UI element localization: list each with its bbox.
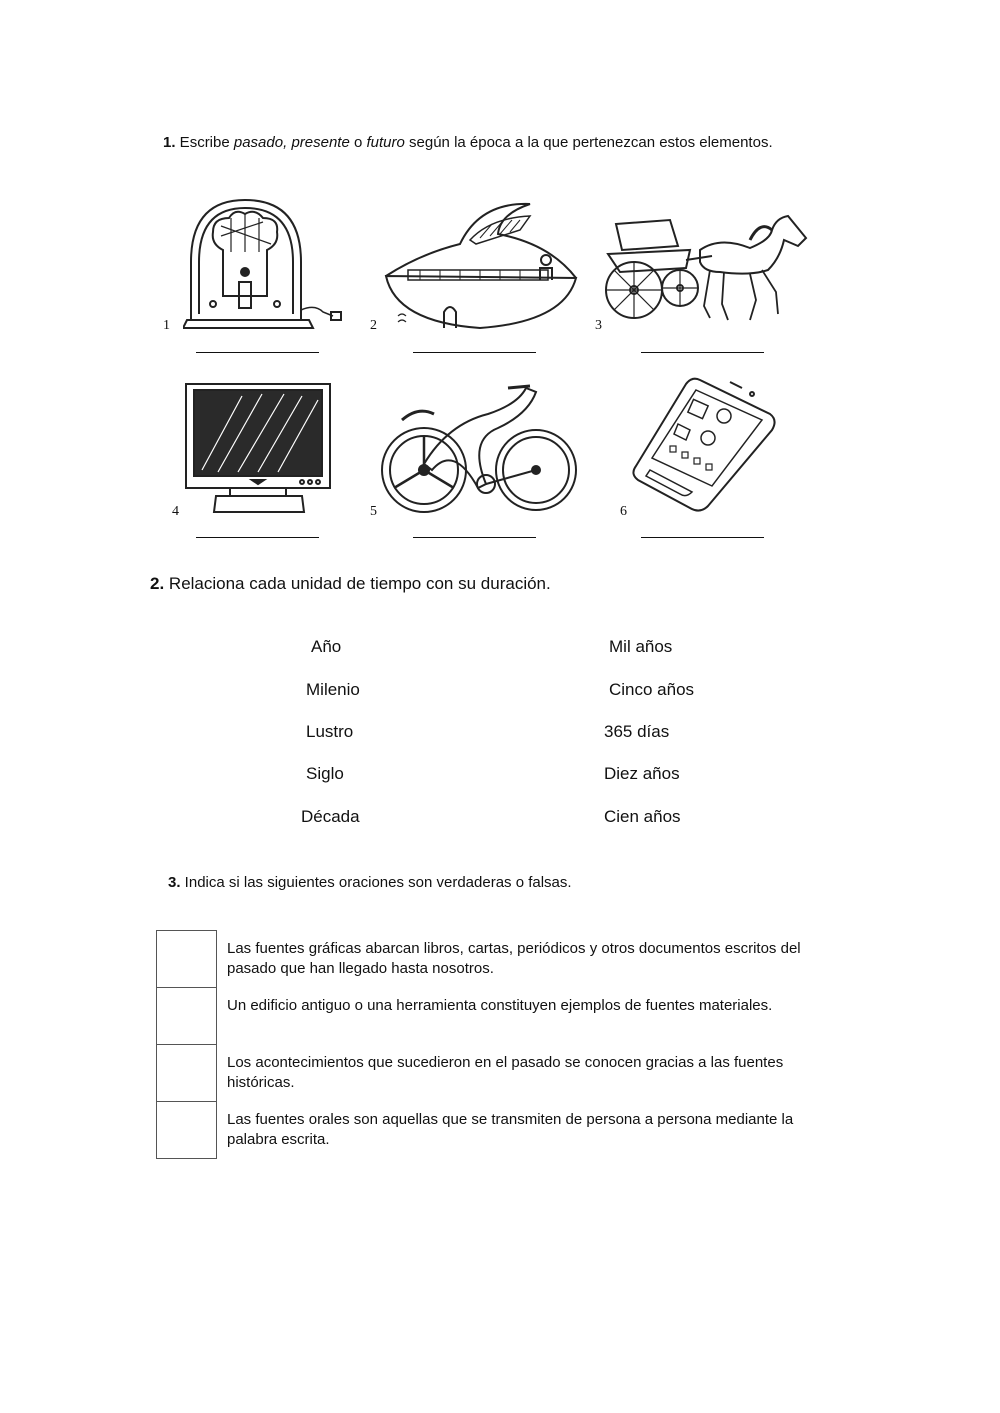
exercise-2-number: 2. — [150, 574, 165, 593]
instruction-past: pasado, — [233, 134, 288, 151]
exercise-3-text: Indica si las siguientes oraciones son verdaderas o falsas. — [180, 874, 572, 891]
instruction-rest: según la época a la que pertenezcan estos elementos. — [404, 134, 773, 151]
answer-blank-1[interactable] — [196, 352, 319, 353]
exercise-1-number: 1. — [163, 134, 176, 151]
table-row — [157, 1102, 808, 1159]
exercise-1-instruction — [163, 133, 783, 152]
item-number-6: 6 — [620, 504, 627, 519]
item-number-1: 1 — [163, 318, 170, 333]
statement-2: Un edificio antiguo o una herramienta constituyen ejemplos de fuentes materiales. — [227, 996, 773, 1014]
answer-blank-6[interactable] — [641, 537, 764, 538]
duration-cinco-anos[interactable]: Cinco años — [609, 680, 695, 699]
time-unit-lustro[interactable]: Lustro — [306, 722, 354, 741]
duration-cien-anos[interactable]: Cien años — [604, 807, 681, 826]
exercise-3-number: 3. — [168, 874, 181, 891]
futuristic-vehicle-icon — [380, 194, 580, 334]
duration-mil-anos[interactable]: Mil años — [609, 637, 673, 656]
instruction-or: o — [349, 134, 367, 151]
answer-box-1[interactable] — [157, 931, 217, 988]
instruction-future: futuro — [366, 134, 405, 151]
answer-blank-5[interactable] — [413, 537, 536, 538]
table-row — [157, 1045, 808, 1102]
flat-screen-tv-icon — [182, 380, 334, 516]
statement-4: Las fuentes orales son aquellas que se transmiten de persona a persona mediante la palabra escrita. — [227, 1110, 794, 1148]
time-unit-decada[interactable]: Década — [301, 807, 360, 826]
time-unit-siglo[interactable]: Siglo — [306, 764, 344, 783]
answer-blank-4[interactable] — [196, 537, 319, 538]
statement-3: Los acontecimientos que sucedieron en el pasado se conocen gracias a las fuentes históricas. — [227, 1053, 784, 1091]
true-false-table — [156, 930, 808, 1159]
statement-1: Las fuentes gráficas abarcan libros, cartas, periódicos y otros documentos escritos del pasado que han llegado hasta nosotros. — [227, 939, 801, 977]
duration-365-dias[interactable]: 365 días — [604, 722, 670, 741]
answer-box-3[interactable] — [157, 1045, 217, 1102]
smartphone-icon — [630, 374, 780, 516]
instruction-present: presente — [291, 134, 350, 151]
table-row — [157, 988, 808, 1045]
time-unit-ano[interactable]: Año — [311, 637, 342, 656]
answer-blank-3[interactable] — [641, 352, 764, 353]
duration-diez-anos[interactable]: Diez años — [604, 764, 680, 783]
vintage-radio-icon — [183, 192, 348, 332]
exercise-2-text: Relaciona cada unidad de tiempo con su duración. — [164, 574, 551, 593]
horse-carriage-icon — [600, 210, 812, 328]
answer-box-4[interactable] — [157, 1102, 217, 1159]
exercise-3-instruction — [168, 874, 572, 891]
answer-blank-2[interactable] — [413, 352, 536, 353]
instruction-text: Escribe — [175, 134, 234, 151]
answer-box-2[interactable] — [157, 988, 217, 1045]
item-number-5: 5 — [370, 504, 377, 519]
time-unit-milenio[interactable]: Milenio — [306, 680, 360, 699]
exercise-2-instruction — [150, 574, 551, 594]
item-number-2: 2 — [370, 318, 377, 333]
item-number-3: 3 — [595, 318, 602, 333]
item-number-4: 4 — [172, 504, 179, 519]
table-row — [157, 931, 808, 988]
futuristic-bicycle-icon — [378, 384, 580, 516]
